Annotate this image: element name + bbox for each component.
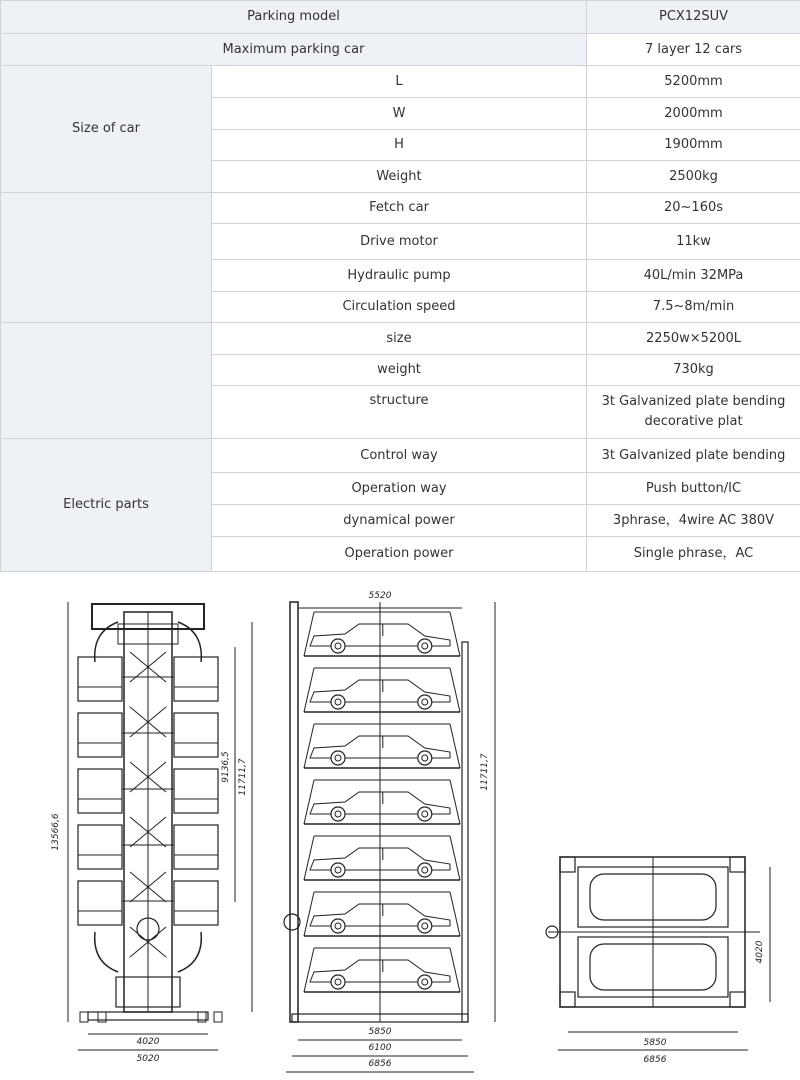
technical-drawings bbox=[0, 572, 800, 1079]
side-pallet-hanger bbox=[450, 836, 460, 880]
param-cell: Hydraulic pump bbox=[212, 260, 587, 292]
side-pallet-hanger bbox=[304, 668, 314, 712]
car-wheel bbox=[331, 751, 345, 765]
side-pallet-hanger bbox=[450, 668, 460, 712]
value-cell: Push button/IC bbox=[587, 473, 800, 505]
plan-corner-post bbox=[560, 857, 575, 872]
table-row bbox=[1, 439, 800, 473]
side-width-3-label: 6856 bbox=[368, 1059, 392, 1069]
side-height-label: 11711,7 bbox=[480, 753, 490, 791]
side-pallet-hanger bbox=[450, 948, 460, 992]
pallet-left bbox=[78, 713, 122, 757]
param-cell: Operation way bbox=[212, 473, 587, 505]
side-pallet-hanger bbox=[450, 612, 460, 656]
side-left-post bbox=[290, 602, 298, 1022]
car-wheel bbox=[331, 863, 345, 877]
side-pallet-hanger bbox=[304, 836, 314, 880]
group-title-size-of-car: Size of car bbox=[1, 66, 212, 193]
foot-anchor bbox=[214, 1012, 222, 1022]
value-cell: 40L/min 32MPa bbox=[587, 260, 800, 292]
param-cell: H bbox=[212, 130, 587, 161]
param-cell: size bbox=[212, 323, 587, 355]
param-cell: dynamical power bbox=[212, 505, 587, 537]
car-wheel bbox=[331, 639, 345, 653]
param-cell: Fetch car bbox=[212, 193, 587, 224]
pallet-right bbox=[174, 881, 218, 925]
pallet-left bbox=[78, 657, 122, 701]
car-wheel bbox=[418, 975, 432, 989]
value-cell: 1900mm bbox=[587, 130, 800, 161]
side-pallet-hanger bbox=[450, 724, 460, 768]
side-pallet-hanger bbox=[304, 612, 314, 656]
header-value: PCX12SUV bbox=[587, 1, 800, 34]
car-wheel bbox=[331, 919, 345, 933]
table-row bbox=[1, 323, 800, 355]
table-row bbox=[1, 66, 800, 98]
group-title-operation bbox=[1, 193, 212, 323]
car-wheel bbox=[418, 695, 432, 709]
plan-corner-post bbox=[730, 857, 745, 872]
car-wheel bbox=[418, 807, 432, 821]
side-pallet-hanger bbox=[450, 780, 460, 824]
value-cell: 11kw bbox=[587, 224, 800, 260]
side-pallet-hanger bbox=[304, 948, 314, 992]
param-cell: Weight bbox=[212, 161, 587, 193]
value-cell: 730kg bbox=[587, 355, 800, 386]
param-cell: W bbox=[212, 98, 587, 130]
header-label: Parking model bbox=[1, 1, 587, 34]
side-right-post bbox=[462, 642, 468, 1022]
drawing-canvas bbox=[0, 572, 800, 1079]
pallet-left bbox=[78, 769, 122, 813]
value-cell: 2250w×5200L bbox=[587, 323, 800, 355]
pallet-right bbox=[174, 713, 218, 757]
param-cell: Control way bbox=[212, 439, 587, 473]
side-pallet-hanger bbox=[304, 724, 314, 768]
value-cell: 20~160s bbox=[587, 193, 800, 224]
value-cell: 3phrase，4wire AC 380V bbox=[587, 505, 800, 537]
car-wheel bbox=[418, 639, 432, 653]
param-cell: weight bbox=[212, 355, 587, 386]
table-row bbox=[1, 34, 800, 66]
plan-corner-post bbox=[730, 992, 745, 1007]
plan-corner-post bbox=[560, 992, 575, 1007]
param-cell: structure bbox=[212, 386, 587, 439]
pallet-right bbox=[174, 657, 218, 701]
value-cell: 5200mm bbox=[587, 66, 800, 98]
plan-width-1-label: 5850 bbox=[643, 1038, 667, 1048]
side-top-width-label: 5520 bbox=[368, 591, 392, 601]
front-width-inner-label: 4020 bbox=[136, 1037, 160, 1047]
side-pallet-hanger bbox=[304, 780, 314, 824]
table-row bbox=[1, 1, 800, 34]
car-wheel bbox=[331, 807, 345, 821]
side-pallet-hanger bbox=[450, 892, 460, 936]
side-width-2-label: 6100 bbox=[368, 1043, 392, 1053]
value-cell: 2000mm bbox=[587, 98, 800, 130]
max-parking-value: 7 layer 12 cars bbox=[587, 34, 800, 66]
plan-depth-label: 4020 bbox=[755, 940, 765, 964]
side-pallet-hanger bbox=[304, 892, 314, 936]
group-title-electric-parts: Electric parts bbox=[1, 439, 212, 572]
plan-width-2-label: 6856 bbox=[643, 1055, 667, 1065]
front-inner-height-label: 9136,5 bbox=[221, 751, 231, 783]
value-cell: 7.5~8m/min bbox=[587, 292, 800, 323]
group-title-pallet bbox=[1, 323, 212, 439]
max-parking-label: Maximum parking car bbox=[1, 34, 587, 66]
front-frame-height-label: 11711,7 bbox=[238, 758, 248, 796]
param-cell: L bbox=[212, 66, 587, 98]
pallet-left bbox=[78, 825, 122, 869]
side-view-drawing bbox=[284, 602, 495, 1072]
table-row bbox=[1, 193, 800, 224]
foot-anchor bbox=[80, 1012, 88, 1022]
value-cell: Single phrase，AC bbox=[587, 537, 800, 572]
front-view-drawing bbox=[68, 602, 252, 1050]
car-wheel bbox=[418, 919, 432, 933]
front-total-height-label: 13566,6 bbox=[51, 813, 61, 851]
pallet-right bbox=[174, 769, 218, 813]
car-wheel bbox=[418, 863, 432, 877]
param-cell: Drive motor bbox=[212, 224, 587, 260]
pallet-right bbox=[174, 825, 218, 869]
car-wheel bbox=[331, 975, 345, 989]
front-width-outer-label: 5020 bbox=[136, 1054, 160, 1064]
value-cell: 2500kg bbox=[587, 161, 800, 193]
value-cell: 3t Galvanized plate bending decorative plat bbox=[587, 386, 800, 439]
param-cell: Operation power bbox=[212, 537, 587, 572]
plan-view-drawing bbox=[546, 857, 770, 1050]
param-cell: Circulation speed bbox=[212, 292, 587, 323]
car-wheel bbox=[418, 751, 432, 765]
side-width-1-label: 5850 bbox=[368, 1027, 392, 1037]
value-cell: 3t Galvanized plate bending bbox=[587, 439, 800, 473]
pallet-left bbox=[78, 881, 122, 925]
car-wheel bbox=[331, 695, 345, 709]
